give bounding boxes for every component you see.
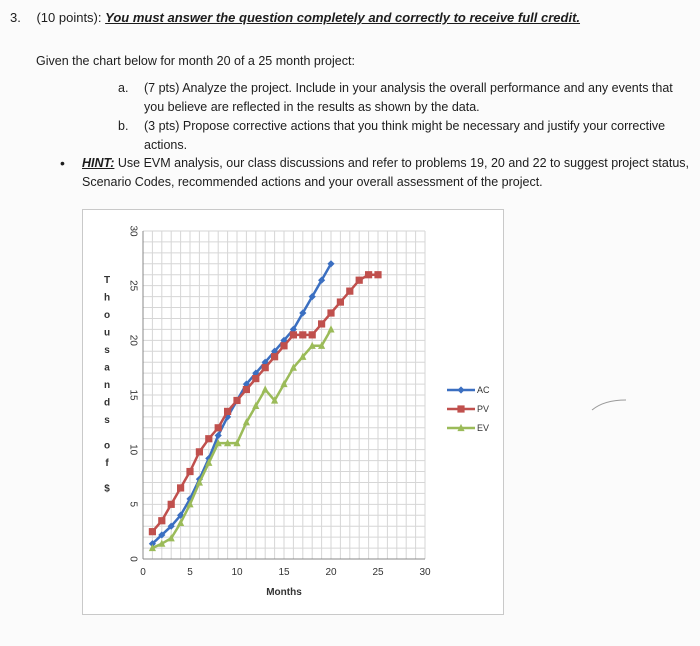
series-ev <box>149 325 335 551</box>
legend-item <box>447 404 489 414</box>
data-point <box>149 528 156 535</box>
legend-label: AC <box>477 385 490 395</box>
data-point <box>374 271 381 278</box>
data-point <box>309 331 316 338</box>
y-axis-title-letter: T <box>103 275 111 286</box>
x-tick-label: 5 <box>187 567 193 578</box>
y-tick-label: 5 <box>127 501 139 508</box>
x-tick-label: 25 <box>372 567 384 578</box>
data-point <box>196 448 203 455</box>
y-tick-label: 25 <box>127 280 139 292</box>
legend-label: EV <box>477 423 490 433</box>
question-intro: Given the chart below for month 20 of a 25 month project: <box>36 54 355 68</box>
y-axis-title-letter: s <box>104 345 110 356</box>
data-point <box>243 386 250 393</box>
y-tick-label: 10 <box>127 444 139 456</box>
data-point <box>337 298 344 305</box>
data-point <box>233 397 240 404</box>
y-axis-title-letter: f <box>105 458 109 469</box>
y-axis-title-letter: o <box>103 440 111 452</box>
hint-label: HINT: <box>82 156 115 170</box>
y-axis-title-letter: h <box>103 292 111 304</box>
data-point <box>346 288 353 295</box>
y-tick-label: 15 <box>127 389 139 401</box>
sub-question-text: (3 pts) Propose corrective actions that you think might be necessary and justify your corrective actions. <box>144 119 666 152</box>
sub-question-label: b. <box>118 119 129 133</box>
data-point <box>215 424 222 431</box>
hint-block <box>60 154 690 192</box>
question-header <box>10 10 580 25</box>
chart-canvas <box>83 210 503 614</box>
data-point <box>356 277 363 284</box>
y-axis-title-letter: n <box>103 380 111 391</box>
x-tick-label: 0 <box>140 567 146 578</box>
y-axis-title-letter: u <box>103 327 111 339</box>
y-tick-label: 30 <box>127 225 139 237</box>
question-points: (10 points): <box>36 10 102 25</box>
y-tick-label: 20 <box>127 334 139 346</box>
data-point <box>158 517 165 524</box>
data-point <box>168 501 175 508</box>
x-tick-label: 15 <box>278 567 290 578</box>
y-axis-title-letter: d <box>103 397 111 409</box>
y-tick-label: 0 <box>127 556 139 562</box>
y-axis-title-letter: a <box>104 362 110 374</box>
sub-question-b <box>118 117 688 155</box>
grid-lines <box>143 231 425 559</box>
legend-label: PV <box>477 404 490 414</box>
data-point <box>271 353 278 360</box>
legend-item <box>447 385 490 395</box>
legend <box>447 385 490 433</box>
bullet-icon: • <box>60 155 65 171</box>
data-point <box>327 309 334 316</box>
x-tick-label: 30 <box>419 567 431 578</box>
sub-question-a <box>118 79 688 117</box>
data-point <box>262 364 269 371</box>
hint-content <box>82 154 690 192</box>
data-point <box>280 342 287 349</box>
sub-question-label: a. <box>118 81 129 95</box>
data-point <box>224 408 231 415</box>
data-point <box>186 468 193 475</box>
x-tick-label: 20 <box>325 567 337 578</box>
pen-mark <box>590 398 630 412</box>
series-line <box>152 264 331 544</box>
y-axis-title <box>104 275 110 495</box>
data-point <box>457 386 464 393</box>
y-axis-title-letter: o <box>103 310 111 321</box>
data-point <box>252 375 259 382</box>
question-emphasis: You must answer the question completely and correctly to receive full credit. <box>105 10 581 25</box>
sub-question-text: (7 pts) Analyze the project. Include in your analysis the overall performance and any events that you believe are reflected in the results as shown by the data. <box>144 81 673 114</box>
data-point <box>327 325 334 332</box>
question-number: 3. <box>10 10 21 25</box>
data-point <box>299 331 306 338</box>
x-axis-title: Months <box>266 587 302 598</box>
evm-chart <box>82 209 504 615</box>
data-point <box>205 435 212 442</box>
data-point <box>365 271 372 278</box>
data-point <box>457 405 464 412</box>
y-axis-title-letter: $ <box>104 483 110 495</box>
data-point <box>177 484 184 491</box>
hint-text: Use EVM analysis, our class discussions and refer to problems 19, 20 and 22 to suggest project status, Scenario Codes, recommended actions and your overall assessment of the project. <box>82 156 690 189</box>
legend-item <box>447 423 489 433</box>
y-axis-title-letter: s <box>104 415 110 426</box>
data-point <box>290 331 297 338</box>
data-point <box>318 320 325 327</box>
x-tick-label: 10 <box>231 567 243 578</box>
data-point <box>262 385 269 392</box>
sub-question-list <box>118 79 688 155</box>
